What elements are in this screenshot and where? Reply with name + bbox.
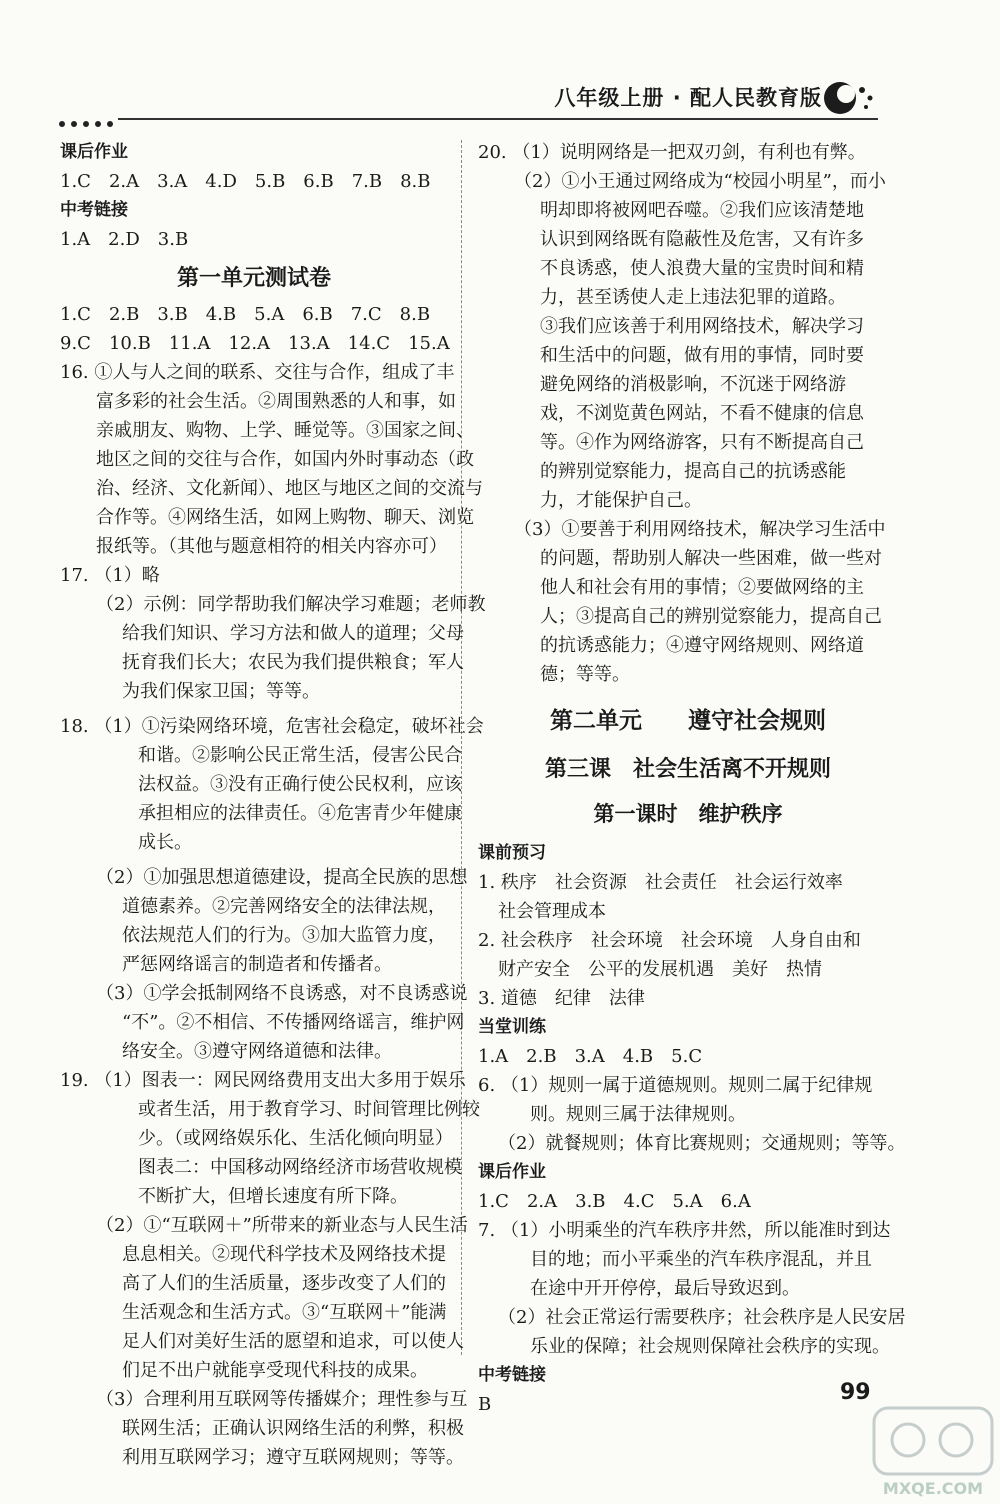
q19-line: 不断扩大，但增长速度有所下降。: [138, 1186, 408, 1207]
answer-row: 1.A 2.D 3.B: [60, 229, 189, 250]
section-heading: 课前预习: [478, 843, 546, 863]
answer-row: 1.A 2.B 3.A 4.B 5.C: [478, 1046, 703, 1067]
q18-line: 18. （1）①污染网络环境，危害社会稳定，破坏社会: [60, 716, 484, 737]
q17-line: （2）示例：同学帮助我们解决学习难题；老师教: [96, 594, 486, 615]
answer-row: B: [478, 1394, 492, 1415]
q19-line: 或者生活，用于教育学习、时间管理比例较: [138, 1099, 480, 1120]
class-line: 则。规则三属于法律规则。: [530, 1104, 746, 1125]
q20-line: 不良诱惑，使人浪费大量的宝贵时间和精: [540, 258, 864, 279]
q20-line: 力，才能保护自己。: [540, 490, 702, 511]
q17-line: 为我们保家卫国；等等。: [122, 681, 320, 702]
left-column: [60, 138, 486, 1472]
watermark-text: MXQE.COM: [882, 1479, 984, 1498]
header-rule: [118, 118, 878, 120]
q16-line: 亲戚朋友、购物、上学、睡觉等。③国家之间、: [96, 420, 474, 441]
q16-line: 地区之间的交往与合作，如国内外时事动态（政: [96, 449, 474, 470]
q16-line: 16. ①人与人之间的联系、交往与合作，组成了丰: [60, 362, 455, 383]
pre-line: 社会管理成本: [498, 901, 606, 922]
hw-line: 7. （1）小明乘坐的汽车秩序井然，所以能准时到达: [478, 1220, 891, 1241]
pre-line: 2. 社会秩序 社会环境 社会环境 人身自由和: [478, 930, 861, 951]
lesson-title: 第三课 社会生活离不开规则: [544, 756, 831, 782]
q19-line: （3）合理利用互联网等传播媒介；理性参与互: [96, 1389, 468, 1410]
q20-line: 等。④作为网络游客，只有不断提高自己: [540, 432, 864, 453]
pre-line: 1. 秩序 社会资源 社会责任 社会运行效率: [478, 872, 843, 893]
q16-line: 报纸等。（其他与题意相符的相关内容亦可）: [96, 536, 447, 557]
section-heading: 中考链接: [60, 200, 128, 220]
q19-line: （2）①“互联网＋”所带来的新业态与人民生活: [96, 1215, 468, 1236]
pre-line: 3. 道德 纪律 法律: [478, 988, 645, 1009]
header-dots: [58, 114, 120, 133]
q18-line: 成长。: [138, 832, 192, 853]
q19-line: 足人们对美好生活的愿望和追求，可以使人: [122, 1331, 464, 1352]
q20-line: 戏，不浏览黄色网站，不看不健康的信息: [540, 403, 864, 424]
hw-line: 乐业的保障；社会规则保障社会秩序的实现。: [530, 1336, 890, 1357]
swirl-logo-icon: [820, 74, 880, 118]
q19-line: 生活观念和生活方式。③“互联网＋”能满: [122, 1302, 447, 1323]
right-column: [478, 138, 906, 1419]
section-heading: 课后作业: [60, 142, 128, 162]
q17-line: 给我们知识、学习方法和做人的道理；父母: [122, 623, 464, 644]
q19-line: 图表二：中国移动网络经济市场营收规模: [138, 1157, 462, 1178]
class-line: 6. （1）规则一属于道德规则。规则二属于纪律规: [478, 1075, 873, 1096]
section-heading: 当堂训练: [478, 1017, 546, 1037]
q20-line: 避免网络的消极影响，不沉迷于网络游: [540, 374, 846, 395]
q17-line: 抚育我们长大；农民为我们提供粮食；军人: [122, 652, 464, 673]
hw-line: （2）社会正常运行需要秩序；社会秩序是人民安居: [498, 1307, 906, 1328]
q18-line: 和谐。②影响公民正常生活，侵害公民合: [138, 745, 462, 766]
q16-line: 富多彩的社会生活。②周围熟悉的人和事，如: [96, 391, 456, 412]
q18-line: （3）①学会抵制网络不良诱惑，对不良诱惑说: [96, 983, 468, 1004]
header-title: 八年级上册 · 配人民教育版: [554, 86, 822, 110]
answer-row: 1.C 2.A 3.A 4.D 5.B 6.B 7.B 8.B: [60, 171, 431, 192]
q18-line: （2）①加强思想道德建设，提高全民族的思想: [96, 867, 468, 888]
q16-line: 治、经济、文化新闻）、地区与地区之间的交流与: [96, 478, 483, 499]
q20-line: 的辨别觉察能力，提高自己的抗诱惑能: [540, 461, 846, 482]
answer-row: 1.C 2.A 3.B 4.C 5.A 6.A: [478, 1191, 751, 1212]
q18-line: “不”。②不相信、不传播网络谣言，维护网: [122, 1012, 465, 1033]
section-heading: 中考链接: [478, 1365, 546, 1385]
q19-line: 利用互联网学习；遵守互联网规则；等等。: [122, 1447, 464, 1468]
q20-line: 人；③提高自己的辨别觉察能力，提高自己: [540, 606, 882, 627]
q20-line: 认识到网络既有隐蔽性及危害，又有许多: [540, 229, 864, 250]
q19-line: 少。（或网络娱乐化、生活化倾向明显）: [138, 1128, 453, 1149]
page-number: 99: [840, 1380, 871, 1405]
q20-line: 的问题，帮助别人解决一些困难，做一些对: [540, 548, 882, 569]
q20-line: 和生活中的问题，做有用的事情，同时要: [540, 345, 864, 366]
class-line: （2）就餐规则；体育比赛规则；交通规则；等等。: [498, 1133, 906, 1154]
q19-line: 们足不出户就能享受现代科技的成果。: [122, 1360, 428, 1381]
watermark-logo: [868, 1400, 998, 1500]
q19-line: 19. （1）图表一：网民网络费用支出大多用于娱乐: [60, 1070, 466, 1091]
q20-line: 的抗诱惑能力；④遵守网络规则、网络道: [540, 635, 864, 656]
q19-line: 联网生活；正确认识网络生活的利弊，积极: [122, 1418, 464, 1439]
q20-line: ③我们应该善于利用网络技术，解决学习: [540, 316, 864, 337]
hw-line: 目的地；而小平乘坐的汽车秩序混乱，并且: [530, 1249, 872, 1270]
answer-row: 9.C 10.B 11.A 12.A 13.A 14.C 15.A: [60, 333, 450, 354]
q17-line: 17. （1）略: [60, 565, 160, 586]
q19-line: 高了人们的生活质量，逐步改变了人们的: [122, 1273, 446, 1294]
q16-line: 合作等。④网络生活，如网上购物、聊天、浏览: [96, 507, 474, 528]
q18-line: 严惩网络谣言的制造者和传播者。: [122, 954, 392, 975]
q19-line: 息息相关。②现代科学技术及网络技术提: [122, 1244, 446, 1265]
q18-line: 道德素养。②完善网络安全的法律法规，: [122, 896, 446, 917]
q18-line: 依法规范人们的行为。③加大监管力度，: [122, 925, 446, 946]
q18-line: 法权益。③没有正确行使公民权利，应该: [138, 774, 462, 795]
q20-line: 德；等等。: [540, 664, 630, 685]
q18-line: 承担相应的法律责任。④危害青少年健康: [138, 803, 462, 824]
unit-title: 第二单元 遵守社会规则: [550, 707, 826, 734]
section-heading: 课后作业: [478, 1162, 546, 1182]
period-title: 第一课时 维护秩序: [593, 801, 783, 826]
q20-line: 力，甚至诱使人走上违法犯罪的道路。: [540, 287, 846, 308]
q20-line: 20. （1）说明网络是一把双刃剑，有利也有弊。: [478, 142, 866, 163]
q20-line: （2）①小王通过网络成为“校园小明星”，而小: [514, 171, 886, 192]
pre-line: 财产安全 公平的发展机遇 美好 热情: [498, 959, 822, 980]
q20-line: 明却即将被网吧吞噬。②我们应该清楚地: [540, 200, 864, 221]
q20-line: 他人和社会有用的事情；②要做网络的主: [540, 577, 864, 598]
test-title: 第一单元测试卷: [176, 265, 331, 291]
q20-line: （3）①要善于利用网络技术，解决学习生活中: [514, 519, 886, 540]
q18-line: 络安全。③遵守网络道德和法律。: [122, 1041, 392, 1062]
hw-line: 在途中开开停停，最后导致迟到。: [530, 1278, 800, 1299]
answer-row: 1.C 2.B 3.B 4.B 5.A 6.B 7.C 8.B: [60, 304, 431, 325]
